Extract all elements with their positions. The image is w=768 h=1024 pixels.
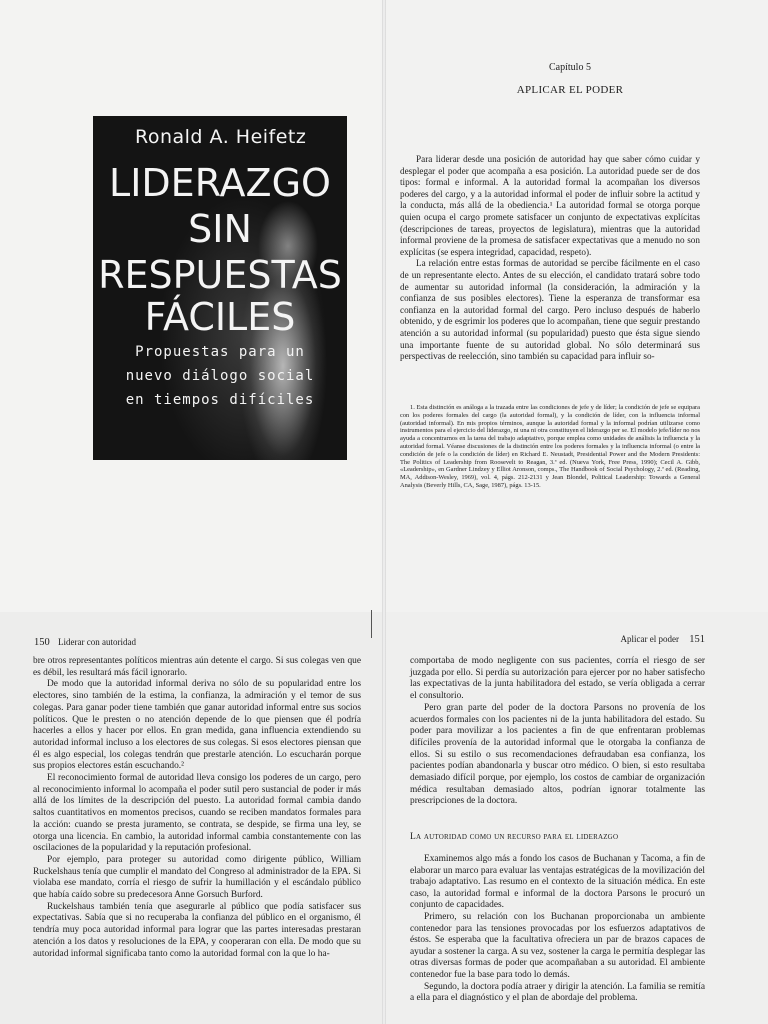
left-page-body-text [33, 656, 361, 960]
paragraph: Segundo, la doctora podía atraer y dirigir la atención. La familia se remitía a ella para el diagnóstico y el plan de abordaje del problema. [410, 981, 705, 1004]
paragraph: El reconocimiento formal de autoridad lleva consigo los poderes de un cargo, pero al reconocimiento informal lo acompaña el poder sutil pero sustancial de poder ir más allá de los límites de la descripción del puesto. La autoridad formal cambia dando saltos cuantitativos en momentos precisos, cuando se reciben mandatos formales para la acción: cuando se presta juramento, se contrata, se despide, se firma una ley, se otorga una licencia. En cambio, la autoridad informal cambia constantemente con las oscilaciones de la popularidad y la reputación profesional. [33, 773, 361, 854]
section-body-text [410, 854, 705, 1005]
crop-mark [371, 610, 372, 638]
cover-title-line: RESPUESTAS [98, 253, 342, 297]
running-header-left [34, 637, 364, 648]
book-cover-image [93, 116, 347, 460]
paragraph: Para liderar desde una posición de autoridad hay que saber cómo cuidar y desplegar el poder que acompaña a esa posición. La autoridad puede ser de dos tipos: formal e informal. A la autoridad formal la acompañan los diversos poderes del cargo, y a la autoridad informal el poder de influir sobre la actitud y la conducta, más allá de la obediencia.¹ La autoridad formal se otorga porque quien ocupa el cargo promete satisfacer un conjunto de expectativas explícitas (descripciones de tareas, proyectos de legislatura), mientras que la autoridad informal proviene de la promesa de satisfacer expectativas que a menudo no son explícitas (se espera integridad, capacidad, respeto). [400, 154, 700, 257]
page-number: 150 [34, 637, 50, 648]
running-head-text: Aplicar el poder [620, 634, 679, 644]
cover-title-line: FÁCILES [144, 295, 296, 339]
paragraph: La relación entre estas formas de autoridad se percibe fácilmente en el caso de un representante electo. Antes de su elección, el candidato tratará sobre todo de aumentar su autoridad informal (la consideración, la admiración y la confianza de sus posibles electores). Tiene la esperanza de transformar esa confianza en la autoridad formal del cargo. Pero incluso después de haberlo obtenido, y de esgrimir los poderes que lo acompañan, tiene que seguir prestando atención a su autoridad informal (su popularidad) puesto que ésta sigue siendo una importante fuente de su autoridad global. No sólo determinará sus perspectivas de reelección, sino también su capacidad para influir so- [400, 258, 700, 362]
chapter-number: Capítulo 5 [549, 62, 591, 73]
section-heading: La autoridad como un recurso para el liderazgo [410, 832, 619, 842]
paragraph: De modo que la autoridad informal deriva no sólo de su popularidad entre los electores, sino también de la estima, la confianza, la admiración y el temor de sus colegas. Para ganar poder tiene también que ganar autoridad informal entre sus socios políticos. Que le presten o no atención depende de lo que piensen que él podría hacerles a ellos y hacer por ellos. En gran medida, gana influencia extendiendo su autoridad informal incluso a los electores de sus colegas. Si esos electores piensan que él es algo especial, los colegas tendrán que prestarle atención. Lo escucharán porque sus propios electores están escuchando.² [33, 679, 361, 772]
chapter-title: APLICAR EL PODER [516, 84, 624, 96]
cover-author: Ronald A. Heifetz [135, 126, 307, 148]
cover-title-line: SIN [188, 207, 252, 251]
running-head-text: Liderar con autoridad [58, 637, 136, 647]
paragraph: bre otros representantes políticos mientras aún detente el cargo. Si sus colegas ven que es débil, les resultará más fácil ignorarlo. [33, 656, 361, 678]
paragraph: Pero gran parte del poder de la doctora Parsons no provenía de los acuerdos formales con los pacientes ni de la junta habilitadora del estado. Su poder para movilizar a los pacientes a fin de que enfrentaran problemas difíciles provenía de la autoridad informal que le otorgaba la confianza de ellos. Si su estilo o sus recomendaciones defraudaban esa confianza, los pacientes podían abandonarla y buscar otro médico. O bien, si esto resultaba demasiado difícil porque, por ejemplo, los costos de cambiar de organización médica resultaban demasiado altos, podrían ignorar totalmente las prescripciones de la doctora. [410, 702, 705, 807]
running-header-right [600, 634, 705, 645]
right-page-body-text [410, 656, 705, 808]
page-number: 151 [689, 634, 705, 645]
paragraph: Por ejemplo, para proteger su autoridad como dirigente público, William Ruckelshaus tenía que cumplir el mandato del Congreso al administrador de la EPA. Si violaba ese mandato, corría el riesgo de sufrir la humillación y el escándalo público que había caído sobre su predecesora Anne Gorsuch Burford. [33, 854, 361, 901]
cover-subtitle-line: en tiempos difíciles [125, 392, 315, 408]
chapter-body-text [400, 154, 700, 363]
paragraph: Examinemos algo más a fondo los casos de Buchanan y Tacoma, a fin de elaborar un marco para evaluar las ventajas estratégicas de la movilización del trabajo adaptativo. Las resumo en el contexto de la situación médica. En este caso, la autoridad formal e informal de la doctora Parsons le procuró un conjunto de capacidades. [410, 854, 705, 911]
paragraph: comportaba de modo negligente con sus pacientes, corría el riesgo de ser juzgada por ello. Si perdía su autorización para ejercer por no haber satisfecho las expectativas de la junta habilitadora del estado, se vería obligada a cerrar el consultorio. [410, 656, 705, 702]
footnote [400, 404, 700, 490]
footnote-text: 1. Esta distinción es análoga a la trazada entre las condiciones de jefe y de líder; la condición de jefe se equipara con los poderes formales del cargo (la autoridad formal), y la condición de líder, con la influencia informal (autoridad informal). En mis propios términos, aunque la autoridad formal y la informal podrían utilizarse como instrumentos para el ejercicio del liderazgo, ni una ni otra constituyen el liderazgo per se. El modelo jefe/líder no nos ayuda a concentrarnos en la tarea del trabajo adaptativo, porque emplea como unidades de análisis la influencia y la autoridad formal. Véanse discusiones de la distinción entre los poderes formales y la influencia informal (o entre la condición de jefe o la condición de líder) en Richard E. Neustadt, Presidential Power and the Modern Presidents: The Politics of Leadership from Roosevelt to Reagan, 3.ª ed. (Nueva York, Free Press, 1990); Cecil A. Gibb, «Leadership», en Gardner Lindzey y Elliot Aronson, comps., The Handbook of Social Psychology, 2.ª ed. (Reading, MA, Addison-Wesley, 1969), vol. 4, págs. 212-2131 y Jean Blondel, Political Leadership: Towards a General Analysis (Beverly Hills, CA, Sage, 1987), págs. 13-15. [400, 404, 700, 489]
cover-title-line: LIDERAZGO [109, 161, 331, 205]
left-top-page [0, 0, 384, 612]
paragraph: Primero, su relación con los Buchanan proporcionaba un ambiente contenedor para las tensiones provocadas por los esfuerzos adaptativos de éstos. Se esperaba que la facultativa ofreciera un par de brazos capaces de ayudar a sostener la carga. A su vez, sostener la carga le permitía desplegar las otras diversas formas de poder que acompañaban a su autoridad. El ambiente contenedor fue la base para todo lo demás. [410, 911, 705, 980]
cover-subtitle-line: nuevo diálogo social [125, 368, 315, 384]
cover-subtitle-line: Propuestas para un [135, 344, 305, 360]
paragraph: Ruckelshaus también tenía que asegurarle al público que podía satisfacer sus expectativas. Sabía que si no recuperaba la confianza del público en el organismo, él tendría muy poca autoridad informal para lograr que las partes interesadas prestaran atención a los datos y resoluciones de la EPA, y cooperaran con ella. De modo que su autoridad informal significaba tanto como la autoridad formal con la que lo ha- [33, 901, 361, 959]
page-gutter-divider [382, 0, 386, 1024]
